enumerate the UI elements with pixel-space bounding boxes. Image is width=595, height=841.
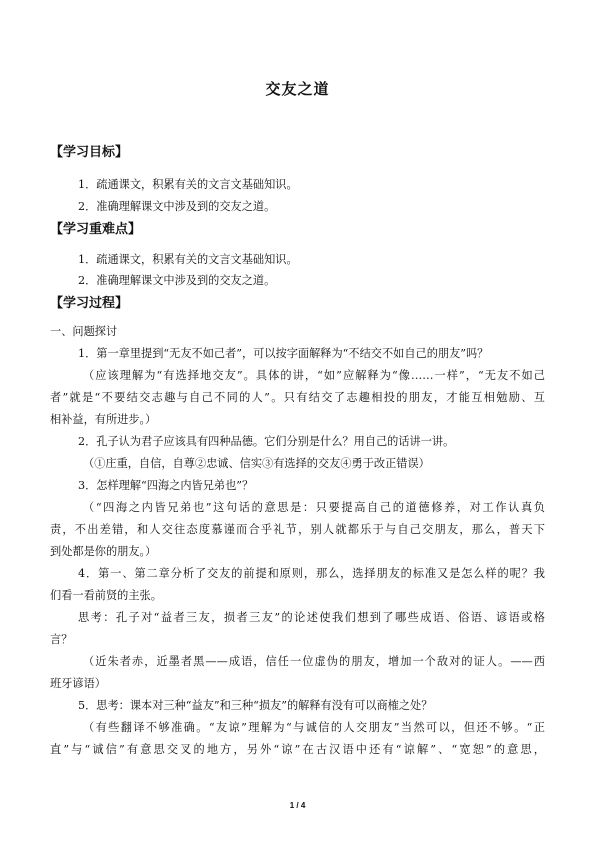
question-line: 3．怎样理解“四海之内皆兄弟也”？: [78, 479, 254, 492]
answer-line: 到处都是你的朋友。）: [50, 545, 157, 558]
keypoint-item: 2．准确理解课文中涉及到的交友之道。: [78, 274, 276, 287]
keypoint-item: 1．疏通课文，积累有关的文言文基础知识。: [78, 253, 298, 266]
question-line: 们看一看前贤的主张。: [50, 589, 162, 602]
answer-line: （“四海之内皆兄弟也”这句话的意思是：只要提高自己的道德修养，对工作认真负: [83, 501, 545, 514]
thinking-line: 思考：孔子对“益者三友，损者三友”的论述使我们想到了哪些成语、俗语、谚语或格: [78, 611, 545, 624]
answer-line: 者”就是“不要结交志趣与自己不同的人”。只有结交了志趣相投的朋友，才能互相勉励、互: [50, 391, 545, 404]
goal-item: 1．疏通课文，积累有关的文言文基础知识。: [78, 178, 298, 191]
thinking-line: 言？: [50, 633, 73, 646]
question-line: 5．思考：课本对三种“益友”和三种“损友”的解释有没有可以商榷之处？: [78, 699, 433, 712]
section-heading-goals: 【学习目标】: [50, 145, 129, 160]
section-heading-keypoints: 【学习重难点】: [50, 222, 142, 237]
goal-item: 2．准确理解课文中涉及到的交友之道。: [78, 200, 276, 213]
question-line: 1．第一章里提到“无友不如己者”，可以按字面解释为“不结交不如自己的朋友”吗？: [78, 347, 489, 360]
subsection-title: 一、问题探讨: [50, 325, 118, 338]
answer-line: 责，不出差错，和人交往态度慕谨而合乎礼节，别人就都乐于与自己交朋友，那么，普天下: [50, 523, 545, 536]
answer-line: （有些翻译不够准确。“友谅”理解为“与诚信的人交朋友”当然可以，但还不够。“正: [83, 721, 545, 734]
question-line: 4．第一、第二章分析了交友的前提和原则，那么，选择朋友的标准又是怎么样的呢？我: [78, 567, 545, 580]
page-number: 1 / 4: [289, 801, 306, 810]
answer-line: 直”与“诚信”有意思交叉的地方，另外“谅”在古汉语中还有“谅解”、“宽恕”的意思，: [50, 743, 545, 756]
answer-line: （近朱者赤，近墨者黑——成语，信任一位虚伪的朋友，增加一个敌对的证人。——西: [83, 655, 545, 668]
document-title: 交友之道: [265, 80, 330, 98]
section-heading-process: 【学习过程】: [50, 296, 129, 311]
answer-line: 相补益，有所进步。）: [50, 413, 157, 426]
answer-line: 班牙谚语）: [50, 677, 106, 690]
question-line: 2．孔子认为君子应该具有四种品德。它们分别是什么？用自己的话讲一讲。: [78, 435, 455, 448]
answer-line: （①庄重，自信，自尊②忠诚、信实③有选择的交友④勇于改正错误）: [83, 457, 430, 470]
answer-line: （应该理解为“有选择地交友”。具体的讲，“如”应解释为“像……一样”，“无友不如己: [83, 369, 545, 382]
